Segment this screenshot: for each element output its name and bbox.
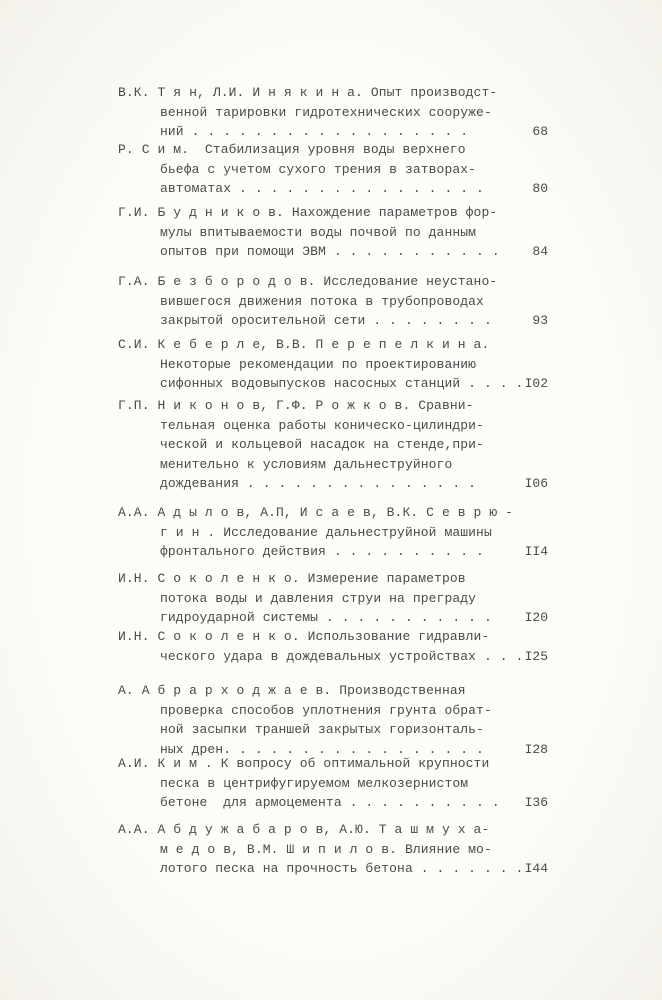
toc-entry [118, 272, 558, 331]
toc-entry-line: венной тарировки гидротехнических сооруже- [160, 104, 492, 120]
toc-entry-line: И.Н. С о к о л е н к о. Использование гидравли- [118, 629, 490, 644]
toc-page-number: 84 [532, 244, 548, 260]
toc-entry-line: закрытой оросительной сети . . . . . . . . [160, 313, 492, 329]
toc-entry-line: мулы впитываемости воды почвой по данным [160, 224, 477, 240]
toc-page-number: 68 [532, 124, 548, 140]
toc-entry-line: опытов при помощи ЭВМ . . . . . . . . . . . [160, 244, 500, 260]
toc-entry-line: Некоторые рекомендации по проектированию [160, 356, 477, 372]
toc-entry-line: дождевания . . . . . . . . . . . . . . . [160, 476, 477, 492]
toc-entry [118, 203, 558, 262]
toc-page-number: I20 [524, 610, 548, 626]
toc-entry-line: проверка способов уплотнения грунта обрат- [160, 702, 492, 718]
toc-entry-line: гидроударной системы . . . . . . . . . . . [160, 610, 492, 626]
toc-entry-line: бьефа с учетом сухого трения в затворах- [160, 161, 477, 177]
toc-entry-line: И.Н. С о к о л е н к о. Измерение параметров [118, 571, 466, 586]
toc-entry-line: ческого удара в дождевальных устройствах . . . [160, 648, 524, 664]
toc-entry-line: В.К. Т я н, Л.И. И н я к и н а. Опыт производст- [118, 85, 498, 100]
toc-entry-line: автоматах . . . . . . . . . . . . . . . . [160, 181, 484, 197]
toc-page-number: I44 [524, 861, 548, 877]
toc-entry-line: Г.А. Б е з б о р о д о в. Исследование неустано- [118, 274, 498, 289]
toc-entry-line: А.А. А д ы л о в, А.П, И с а е в, В.К. С е в р ю - [118, 505, 514, 520]
toc-entry [118, 754, 558, 813]
toc-entry [118, 140, 558, 199]
toc-entry [118, 569, 558, 628]
toc-entry [118, 335, 558, 394]
toc-entry-line: Г.И. Б у д н и к о в. Нахождение параметров фор- [118, 205, 498, 220]
toc-entry-line: песка в центрифугируемом мелкозернистом [160, 775, 469, 791]
toc-page-number: 80 [532, 181, 548, 197]
toc-entry-line: фронтального действия . . . . . . . . . . [160, 544, 484, 560]
toc-entry-line: А. А б р а р х о д ж а е в. Производственная [118, 683, 466, 698]
toc-entry-line: ной засыпки траншей закрытых горизонталь- [160, 722, 484, 738]
toc-entry [118, 681, 558, 759]
toc-page-number: 93 [532, 313, 548, 329]
toc-page-number: I28 [524, 741, 548, 757]
toc-entry-line: С.И. К е б е р л е, В.В. П е р е п е л к и н а. [118, 337, 490, 352]
toc-entry-line: бетоне для армоцемента . . . . . . . . . . [160, 795, 500, 811]
toc-entry-line: менительно к условиям дальнеструйного [160, 456, 453, 472]
toc-entry [118, 503, 558, 562]
toc-entry [118, 627, 558, 666]
toc-entry-line: А.А. А б д у ж а б а р о в, А.Ю. Т а ш м у х а- [118, 822, 490, 837]
toc-entry-line: лотого песка на прочность бетона . . . . . . . [160, 861, 524, 877]
toc-entry-line: потока воды и давления струи на преграду [160, 590, 477, 606]
toc-entry-line: Р. С и м. Стабилизация уровня воды верхнего [118, 142, 466, 157]
toc-entry-line: ний . . . . . . . . . . . . . . . . . . [160, 124, 469, 140]
toc-entry-line: г и н . Исследование дальнеструйной машины [160, 524, 492, 540]
toc-entry [118, 83, 558, 142]
toc-entry-line: ческой и кольцевой насадок на стенде,при- [160, 437, 484, 453]
toc-entry-line: А.И. К и м . К вопросу об оптимальной крупности [118, 756, 490, 771]
toc-page-number: I25 [524, 648, 548, 664]
toc-entry-line: тельная оценка работы коническо-цилиндри- [160, 417, 484, 433]
toc-page-number: I36 [524, 795, 548, 811]
toc-entry [118, 396, 558, 494]
toc-entry-line: Г.П. Н и к о н о в, Г.Ф. Р о ж к о в. Сравни- [118, 398, 474, 413]
toc-entry [118, 820, 558, 879]
toc-page-number: I02 [524, 376, 548, 392]
toc-page-number: I06 [524, 476, 548, 492]
toc-entry-line: м е д о в, В.М. Ш и п и л о в. Влияние мо- [160, 841, 492, 857]
toc-entry-line: сифонных водовыпусков насосных станций . . . . [160, 376, 524, 392]
toc-entry-line: вившегося движения потока в трубопроводах [160, 293, 484, 309]
toc-page-number: II4 [524, 544, 548, 560]
toc-entry-line: ных дрен. . . . . . . . . . . . . . . . . [160, 741, 484, 757]
